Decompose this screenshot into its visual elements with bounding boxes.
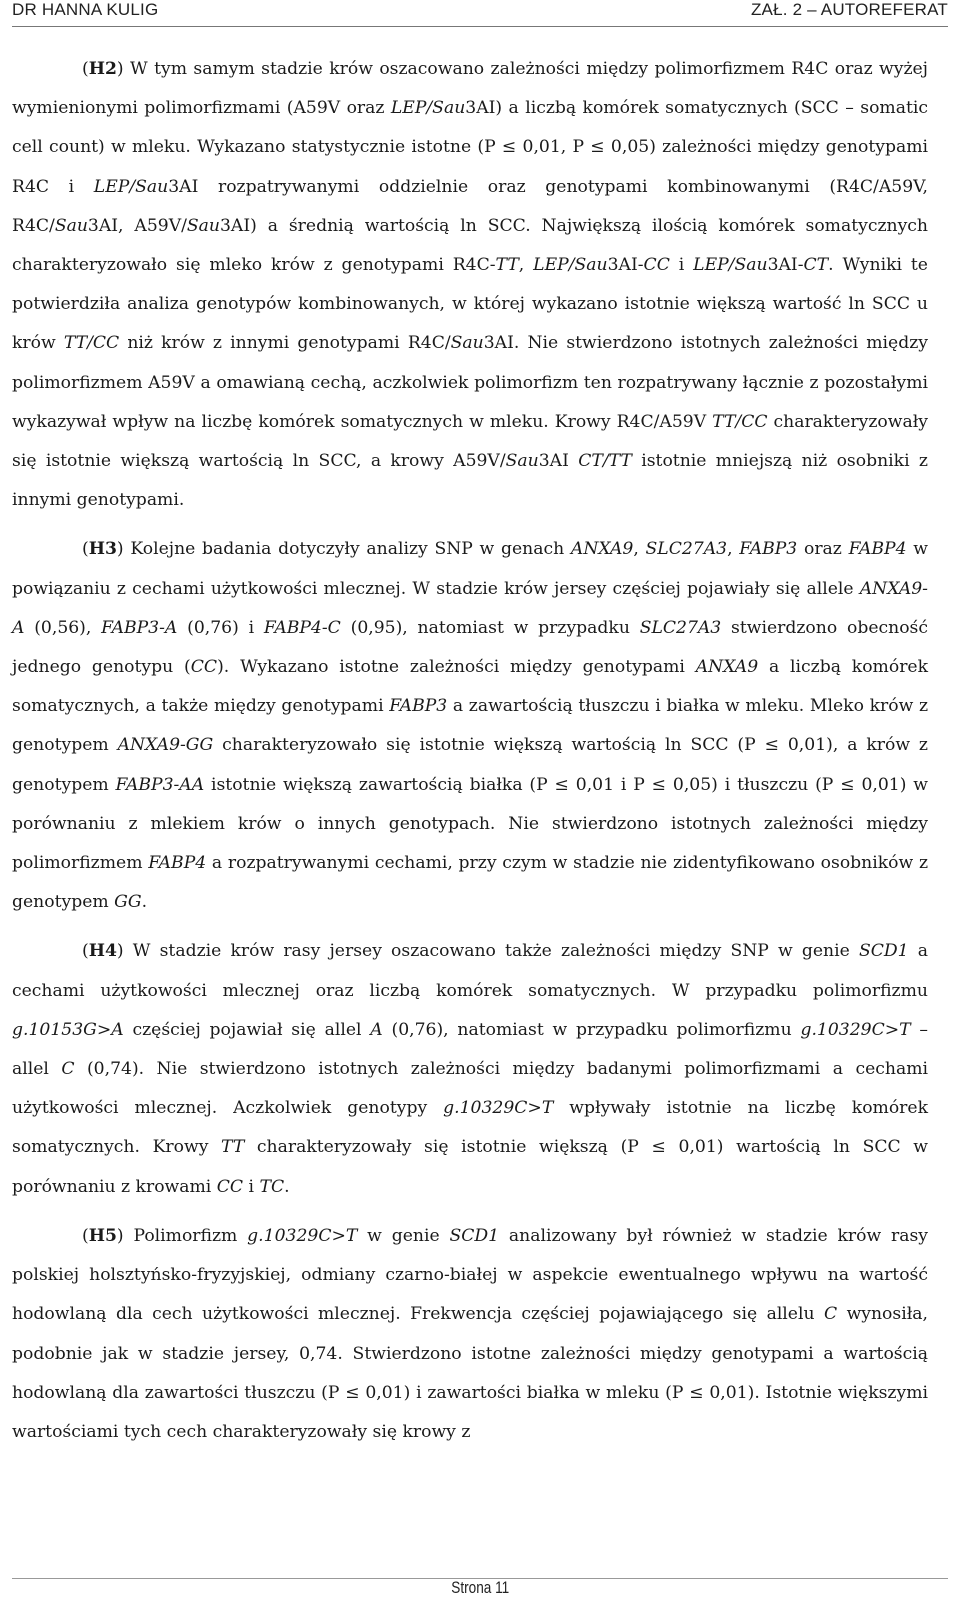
italic-term: g.10329C>T bbox=[247, 1225, 358, 1246]
italic-term: ANXA9-GG bbox=[117, 735, 214, 756]
italic-term: LEP/Sau bbox=[533, 255, 608, 276]
text-run: ) W stadzie krów rasy jersey oszacowano także zależności między SNP w genie bbox=[116, 941, 859, 962]
text-run: ) Kolejne badania dotyczyły analizy SNP w genach bbox=[116, 539, 571, 560]
italic-term: FABP4-C bbox=[263, 617, 341, 638]
italic-term: LEP/Sau bbox=[693, 255, 768, 276]
italic-term: TT/CC bbox=[63, 333, 120, 354]
italic-term: FABP3-AA bbox=[115, 774, 205, 795]
italic-term: FABP3-A bbox=[101, 617, 178, 638]
text-run: (0,74). Nie stwierdzono istotnych zależności między badanymi polimorfizmami a cechami użytkowości mlecznej. Aczkolwiek genotypy bbox=[12, 1059, 928, 1119]
text-run: ) W tym samym stadzie krów oszacowano zależności między polimorfizmem R4C oraz wyżej wymienionymi polimorfizmami (A59V oraz bbox=[12, 59, 928, 119]
text-run: a cechami użytkowości mlecznej oraz liczbą komórek somatycznych. W przypadku polimorfizmu bbox=[12, 941, 929, 1001]
hypothesis-label: H3 bbox=[88, 539, 117, 560]
text-run: ( bbox=[82, 941, 89, 962]
page-header bbox=[12, 0, 948, 27]
italic-term: CC bbox=[643, 255, 670, 276]
text-run: (0,76), natomiast w przypadku polimorfizmu bbox=[382, 1019, 801, 1040]
text-run: charakteryzowały się istotnie większą (P ≤ 0,01) wartością ln SCC w porównaniu z krowami bbox=[12, 1137, 928, 1197]
italic-term: GG bbox=[114, 892, 142, 913]
text-run: a rozpatrywanymi cechami, przy czym w stadzie nie zidentyfikowano osobników z genotypem bbox=[12, 853, 928, 913]
text-run: ( bbox=[82, 59, 89, 79]
text-run: istotnie mniejszą niż osobniki z innymi genotypami. bbox=[12, 451, 928, 511]
italic-term: FABP3 bbox=[739, 539, 798, 560]
italic-term: Sau bbox=[186, 215, 220, 236]
text-run: 3AI) a średnią wartością ln SCC. Największą ilością komórek somatycznych charakteryzowało się mleko krów z genotypami R4C- bbox=[12, 215, 928, 276]
text-run: 3AI. Nie stwierdzono istotnych zależności między polimorfizmem A59V a omawianą cechą, aczkolwiek polimorfizm ten rozpatrywany łącznie z pozostałymi wykazywał wpływ na liczbę komórek somatycznych w mleku. Krowy R4C/A59V bbox=[12, 333, 928, 432]
text-run: i bbox=[669, 255, 694, 276]
italic-term: CT bbox=[803, 255, 829, 276]
text-run: , bbox=[518, 255, 534, 276]
text-run: istotnie większą zawartością białka (P ≤ 0,01 i P ≤ 0,05) i tłuszczu (P ≤ 0,01) w porównaniu z mlekiem krów o innych genotypach. Nie stwierdzono istotnych zależności między polimorfizmem bbox=[12, 774, 928, 874]
paragraph-h4 bbox=[12, 932, 928, 1206]
document-body bbox=[12, 50, 928, 1452]
hypothesis-label: H2 bbox=[88, 59, 117, 79]
text-run: ( bbox=[82, 539, 89, 560]
italic-term: LEP/Sau bbox=[390, 98, 466, 119]
text-run: – allel bbox=[12, 1019, 928, 1080]
italic-term: Sau bbox=[505, 451, 539, 472]
paragraph-h2 bbox=[12, 50, 928, 520]
italic-term: FABP4 bbox=[148, 853, 207, 874]
text-run: . bbox=[141, 892, 148, 913]
text-run: charakteryzowało się istotnie większą wartością ln SCC (P ≤ 0,01), a krów z genotypem bbox=[12, 735, 928, 795]
text-run: analizowany był również w stadzie krów rasy polskiej holsztyńsko-fryzyjskiej, odmiany czarno-białej w aspekcie ewentualnego wpływu na wartość hodowlaną dla cech użytkowości mlecznej. Frekwencja częściej pojawiającego się allelu bbox=[12, 1225, 928, 1325]
italic-term: g.10329C>T bbox=[800, 1019, 911, 1040]
italic-term: CC bbox=[216, 1176, 244, 1197]
text-run: wynosiła, podobnie jak w stadzie jersey, 0,74. Stwierdzono istotne zależności między genotypami a wartością hodowlaną dla zawartości tłuszczu (P ≤ 0,01) i zawartości białka w mleku (P ≤ 0,01). Istotnie większymi wartościami tych cech charakteryzowały się krowy z bbox=[12, 1304, 929, 1442]
text-run: oraz bbox=[797, 539, 849, 560]
italic-term: g.10329C>T bbox=[443, 1098, 554, 1119]
italic-term: g.10153G>A bbox=[12, 1019, 124, 1040]
text-run: 3AI) a liczbą komórek somatycznych (SCC – somatic cell count) w mleku. Wykazano statystycznie istotne (P ≤ 0,01, P ≤ 0,05) zależności między genotypami R4C i bbox=[12, 98, 928, 197]
italic-term: LEP/Sau bbox=[93, 176, 169, 197]
italic-term: ANXA9 bbox=[695, 657, 759, 678]
italic-term: FABP4 bbox=[848, 539, 907, 560]
text-run: charakteryzowały się istotnie większą wartością ln SCC, a krowy A59V/ bbox=[12, 411, 928, 472]
text-run: 3AI- bbox=[767, 255, 804, 276]
italic-term: ANXA9-A bbox=[12, 578, 928, 638]
text-run: ( bbox=[82, 1225, 89, 1246]
text-run: stwierdzono obecność jednego genotypu ( bbox=[12, 617, 928, 678]
text-run: . Wyniki te potwierdziła analiza genotypów kombinowanych, w której wykazano istotnie większą wartość ln SCC u krów bbox=[12, 255, 928, 354]
hypothesis-label: H5 bbox=[88, 1225, 117, 1246]
italic-term: C bbox=[61, 1059, 75, 1080]
text-run: częściej pojawiał się allel bbox=[123, 1019, 371, 1040]
text-run: a zawartością tłuszczu i białka w mleku. Mleko krów z genotypem bbox=[12, 696, 928, 756]
text-run: (0,95), natomiast w przypadku bbox=[340, 617, 640, 638]
text-run: wpływały istotnie na liczbę komórek somatycznych. Krowy bbox=[12, 1098, 928, 1158]
italic-term: Sau bbox=[54, 215, 88, 236]
hypothesis-label: H4 bbox=[88, 941, 117, 962]
italic-term: ANXA9 bbox=[570, 539, 634, 560]
text-run: (0,56), bbox=[24, 617, 102, 638]
text-run: 3AI- bbox=[607, 255, 644, 276]
italic-term: CC bbox=[190, 657, 218, 678]
page-footer bbox=[0, 1578, 960, 1600]
italic-term: SLC27A3 bbox=[639, 617, 722, 638]
header-attachment-title: ZAŁ. 2 – AUTOREFERAT bbox=[750, 0, 948, 19]
text-run: 3AI bbox=[538, 451, 579, 472]
text-run: (0,76) i bbox=[177, 617, 264, 638]
text-run: i bbox=[243, 1176, 260, 1197]
italic-term: SCD1 bbox=[858, 941, 909, 962]
paragraph-h3 bbox=[12, 530, 928, 922]
text-run: niż krów z innymi genotypami R4C/ bbox=[119, 333, 451, 354]
italic-term: CT/TT bbox=[578, 451, 632, 472]
text-run: w genie bbox=[357, 1225, 450, 1246]
italic-term: SLC27A3 bbox=[645, 539, 728, 560]
italic-term: TT bbox=[221, 1137, 245, 1158]
italic-term: C bbox=[823, 1304, 838, 1325]
text-run: 3AI rozpatrywanymi oddzielnie oraz genotypami kombinowanymi (R4C/A59V, R4C/ bbox=[12, 176, 928, 236]
text-run: a liczbą komórek somatycznych, a także między genotypami bbox=[12, 657, 929, 717]
text-run: . bbox=[284, 1176, 290, 1197]
text-run: , bbox=[633, 539, 646, 560]
text-run: w powiązaniu z cechami użytkowości mlecznej. W stadzie krów jersey częściej pojawiały się allele bbox=[12, 539, 928, 599]
text-run: ). Wykazano istotne zależności między genotypami bbox=[217, 657, 696, 678]
italic-term: FABP3 bbox=[389, 696, 448, 717]
text-run: 3AI, A59V/ bbox=[87, 215, 187, 236]
italic-term: TT/CC bbox=[712, 411, 768, 432]
header-author: DR HANNA KULIG bbox=[12, 0, 159, 19]
italic-term: Sau bbox=[450, 333, 484, 354]
italic-term: A bbox=[370, 1019, 383, 1040]
italic-term: TC bbox=[259, 1176, 285, 1197]
text-run: , bbox=[727, 539, 740, 560]
paragraph-h5 bbox=[12, 1217, 928, 1452]
italic-term: SCD1 bbox=[449, 1225, 500, 1246]
italic-term: TT bbox=[495, 255, 519, 276]
text-run: ) Polimorfizm bbox=[116, 1225, 248, 1246]
page-number: Strona 11 bbox=[451, 1578, 509, 1597]
